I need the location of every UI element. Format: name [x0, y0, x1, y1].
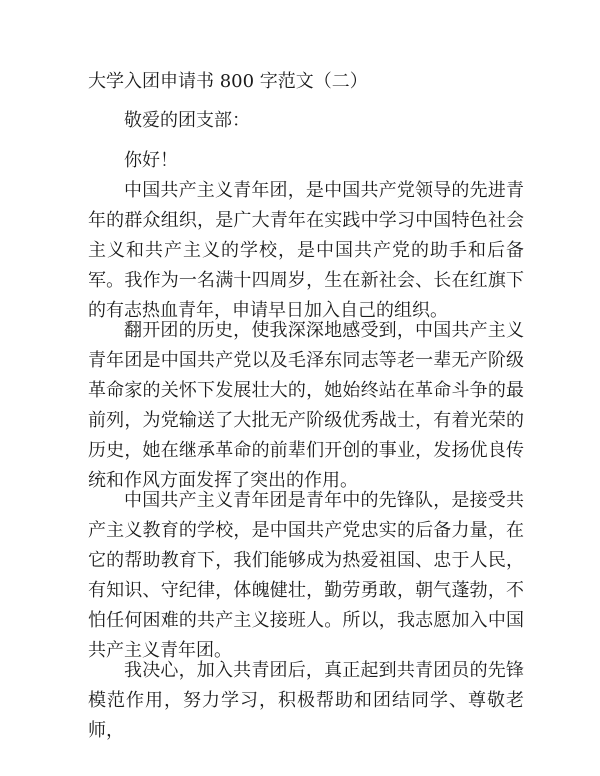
document-title: 大学入团申请书 800 字范文（二） — [88, 71, 368, 92]
salutation: 敬爱的团支部： — [124, 110, 250, 131]
greeting: 你好！ — [124, 150, 178, 171]
paragraph: 中国共产主义青年团，是中国共产党领导的先进青年的群众组织，是广大青年在实践中学习中国特色社会主义和共产主义的学校，是中国共产党的助手和后备军。我作为一名满十四周岁，生在新社会、长在红旗下的有志热血青年，申请早日加入自己的组织。 — [88, 180, 524, 321]
paragraph: 翻开团的历史，使我深深地感受到，中国共产主义青年团是中国共产党以及毛泽东同志等老一辈无产阶级革命家的关怀下发展壮大的，她始终站在革命斗争的最前列，为党输送了大批无产阶级优秀战士，有着光荣的历史，她在继承革命的前辈们开创的事业，发扬优良传统和作风方面发挥了突出的作用。 — [88, 320, 524, 491]
paragraph: 中国共产主义青年团是青年中的先锋队，是接受共产主义教育的学校，是中国共产党忠实的后备力量，在它的帮助教育下，我们能够成为热爱祖国、忠于人民，有知识、守纪律，体魄健壮，勤劳勇敢，朝气蓬勃，不怕任何困难的共产主义接班人。所以，我志愿加入中国共产主义青年团。 — [88, 490, 524, 661]
paragraph: 我决心，加入共青团后，真正起到共青团员的先锋模范作用，努力学习，积极帮助和团结同学、尊敬老师， — [88, 660, 524, 741]
